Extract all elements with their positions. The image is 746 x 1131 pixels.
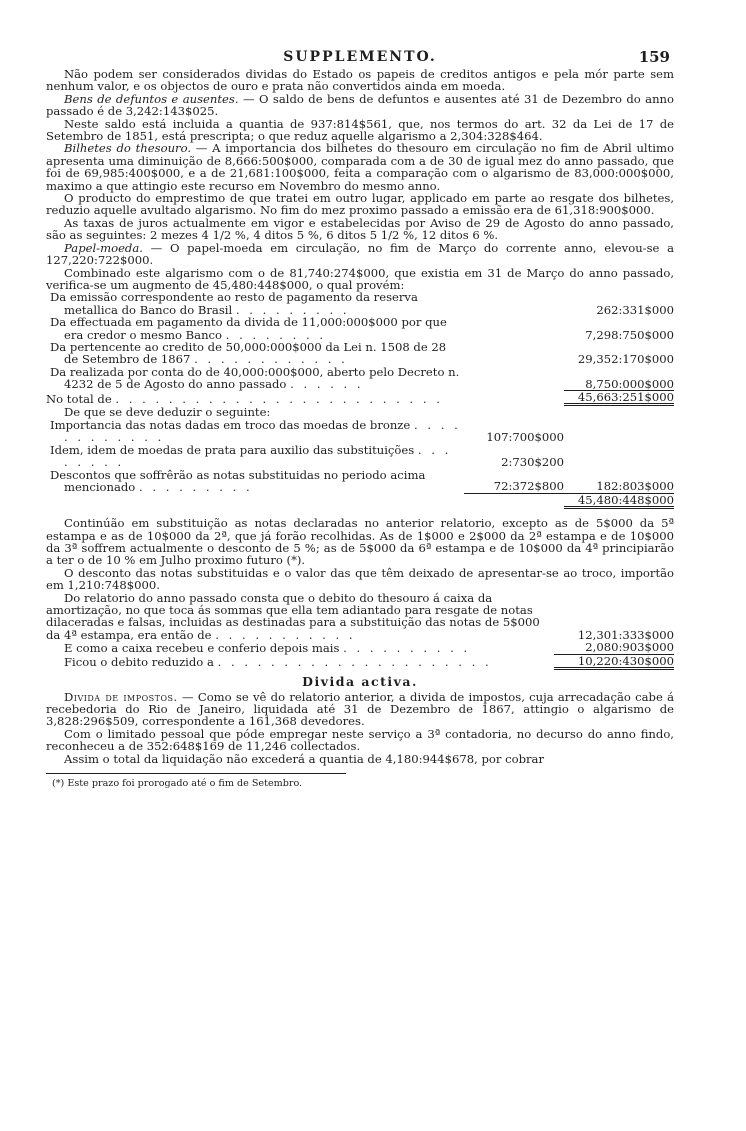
ledger-amount: 2,080:903$000 (554, 641, 674, 654)
paragraph-bens-defuntos (46, 93, 674, 118)
label-divida-impostos: Divida de impostos. (64, 689, 178, 704)
paragraph-divida-impostos (46, 691, 674, 728)
ledger-desc: Da realizada por conta do de 40,000:000$000, aberto pelo Decreto n. 4232 de 5 de Agosto do anno passado . . . . . . (50, 364, 460, 392)
ledger-result-row (46, 493, 674, 507)
paragraph-saldo-prescripto: Neste saldo está incluida a quantia de 937:814$561, que, nos termos do art. 32 da Lei de 17 de Setembro de 1851, está prescripta; o que reduz aquelle algarismo a 2,304:328$464. (46, 116, 674, 144)
footnote-rule (46, 773, 346, 774)
ledger-deduct-label: De que se deve deduzir o seguinte: (64, 405, 271, 420)
ledger-total-row (46, 391, 674, 405)
ledger-subamount: 2:730$200 (501, 455, 564, 470)
text-bilhetes: — A importancia dos bilhetes do thesouro em circulação no fim de Abril ultimo apresenta uma diminuição de 8,666:500$000, comparada com a de 30 de igual mez do anno passado, que foi de 69,985:400$000, e a de 21,681:100$000, feita a comparação com o algarismo de 83,000:000$000, maximo a que attingio este recurso em Novembro do mesmo anno. (46, 141, 674, 193)
ledger-row (46, 341, 674, 366)
paragraph-taxas: As taxas de juros actualmente em vigor e estabelecidas por Aviso de 29 de Agosto do anno passado, são as seguintes: 2 mezes 4 1/2 %, 4 ditos 5 %, 6 ditos 5 1/2 %, 12 ditos 6 %. (46, 215, 674, 243)
ledger-total: 10,220:430$000 (554, 654, 674, 668)
ledger-desc: Da emissão correspondente ao resto de pagamento da reserva metallica do Banco do Brasil . . . . . . . . . (50, 290, 418, 317)
ledger-row (46, 592, 674, 642)
text-divida-impostos: — Como se vê do relatorio anterior, a divida de impostos, cuja arrecadação cabe á recebedoria do Rio de Janeiro, liquidada até 31 de Dezembro de 1867, attingio o algarismo de 3,828:296$509, correspondente a 161,368 devedores. (46, 689, 674, 729)
running-title: SUPPLEMENTO. (283, 49, 437, 65)
ledger-amortizacao (46, 592, 674, 670)
paragraph-total-liquidacao: Assim o total da liquidação não excederá a quantia de 4,180:944$678, por cobrar (64, 751, 545, 766)
ledger-row (46, 291, 674, 316)
ledger-deduction-row (46, 469, 674, 494)
ledger-amount: 29,352:170$000 (577, 352, 674, 367)
ledger-result: 45,480:448$000 (564, 493, 674, 507)
ledger-amount: 12,301:333$000 (577, 627, 674, 642)
ledger-desc: E como a caixa recebeu e conferio depois mais . . . . . . . . . . (64, 640, 471, 655)
paragraph-substituicao: Continúão em substituição as notas declaradas no anterior relatorio, excepto as de 5$000 da 5ª estampa e as de 10$000 da 2ª, que já forão recolhidas. As de 1$000 e 2$000 da 2ª estampa e de 10$000 da 3ª soffrem actualmente o desconto de 5 %; as de 5$000 da 6ª estampa e de 10$000 da 4ª principiarão a ter o de 10 % em Julho proximo futuro (*). (46, 516, 674, 568)
ledger-deduct-row (46, 405, 674, 419)
ledger-desc: Importancia das notas dadas em troco das moedas de bronze . . . . . . . . . . . . (50, 417, 461, 445)
text-papel-moeda: — O papel-moeda em circulação, no fim de Março do corrente anno, elevou-se a 127,220:722$000. (46, 240, 674, 268)
ledger-subamount: 107:700$000 (486, 430, 564, 445)
ledger-emissao (46, 291, 674, 509)
paragraph-papel-moeda (46, 242, 674, 267)
ledger-total-row (46, 654, 674, 668)
ledger-deduction-row (46, 419, 674, 444)
ledger-desc: Descontos que soffrêrão as notas substituidas no periodo acima mencionado . . . . . . . . . (50, 467, 426, 494)
label-bilhetes: Bilhetes do thesouro. (64, 141, 192, 156)
label-bens-defuntos: Bens de defuntos e ausentes. (64, 91, 239, 106)
section-heading: Divida activa. (302, 674, 418, 690)
ledger-deduction-row (46, 444, 674, 469)
ledger-subamount: 72:372$800 (464, 469, 564, 494)
paragraph-pessoal: Com o limitado pessoal que póde empregar neste serviço a 3ª contadoria, no decurso do anno findo, reconheceu a de 352:648$169 de 11,246 collectados. (46, 726, 674, 754)
ledger-total: 45,663:251$000 (564, 391, 674, 405)
ledger-row (46, 316, 674, 341)
footnote: (*) Este prazo foi prorogado até o fim de Setembro. (52, 777, 303, 789)
page-number: 159 (638, 48, 670, 66)
ledger-amount: 8,750:000$000 (564, 366, 674, 391)
paragraph-debito: Do relatorio do anno passado consta que o debito do thesouro á caixa da amortização, no que toca ás sommas que ella tem adiantado para resgate de notas dilaceradas e falsas, incluidas as destinadas para a substituição das notas de 5$000 da 4ª estampa, era então de . . . . . . . . . . . (46, 590, 540, 642)
paragraph-desconto: O desconto das notas substituidas e o valor das que têm deixado de apresentar-se ao troco, importão em 1,210:748$000. (46, 565, 674, 593)
body-text (46, 68, 674, 789)
text-bens-defuntos: — O saldo de bens de defuntos e ausentes até 31 de Dezembro do anno passado é de 3,242:143$025. (46, 91, 674, 119)
ledger-total-label: No total de . . . . . . . . . . . . . . . . . . . . . . . . . (46, 391, 443, 406)
ledger-desc: Idem, idem de moedas de prata para auxilio das substituições . . . . . . . . (50, 442, 452, 470)
ledger-amount: 7,298:750$000 (585, 327, 674, 342)
paragraph-papeis: Não podem ser considerados dividas do Estado os papeis de creditos antigos e pela mór parte sem nenhum valor, e os objectos de ouro e prata não convertidos ainda em moeda. (46, 67, 674, 94)
paragraph-bilhetes (46, 142, 674, 192)
label-papel-moeda: Papel-moeda. (64, 240, 143, 255)
ledger-amount: 262:331$000 (596, 302, 674, 317)
ledger-desc: Da effectuada em pagamento da divida de 11,000:000$000 por que era credor o mesmo Banco . . . . . . . . (50, 315, 447, 342)
paragraph-emprestimo: O producto do emprestimo de que tratei em outro lugar, applicado em parte ao resgate dos bilhetes, reduzio aquelle avultado algarismo. No fim do mez proximo passado a emissão era de 61,318:900$000. (46, 191, 674, 218)
paragraph-combinado: Combinado este algarismo com o de 81,740:274$000, que existia em 31 de Março do anno passado, verifica-se um augmento de 45,480:448$000, o qual provém: (46, 265, 674, 292)
ledger-desc: Ficou o debito reduzido a . . . . . . . . . . . . . . . . . . . . . (64, 655, 492, 670)
ledger-desc: Da pertencente ao credito de 50,000:000$000 da Lei n. 1508 de 28 de Setembro de 1867 . . . . . . . . . . . . (50, 339, 447, 367)
page-header (46, 46, 674, 68)
ledger-row (46, 641, 674, 654)
ledger-deductions-total: 182:803$000 (564, 469, 674, 494)
ledger-row (46, 366, 674, 391)
